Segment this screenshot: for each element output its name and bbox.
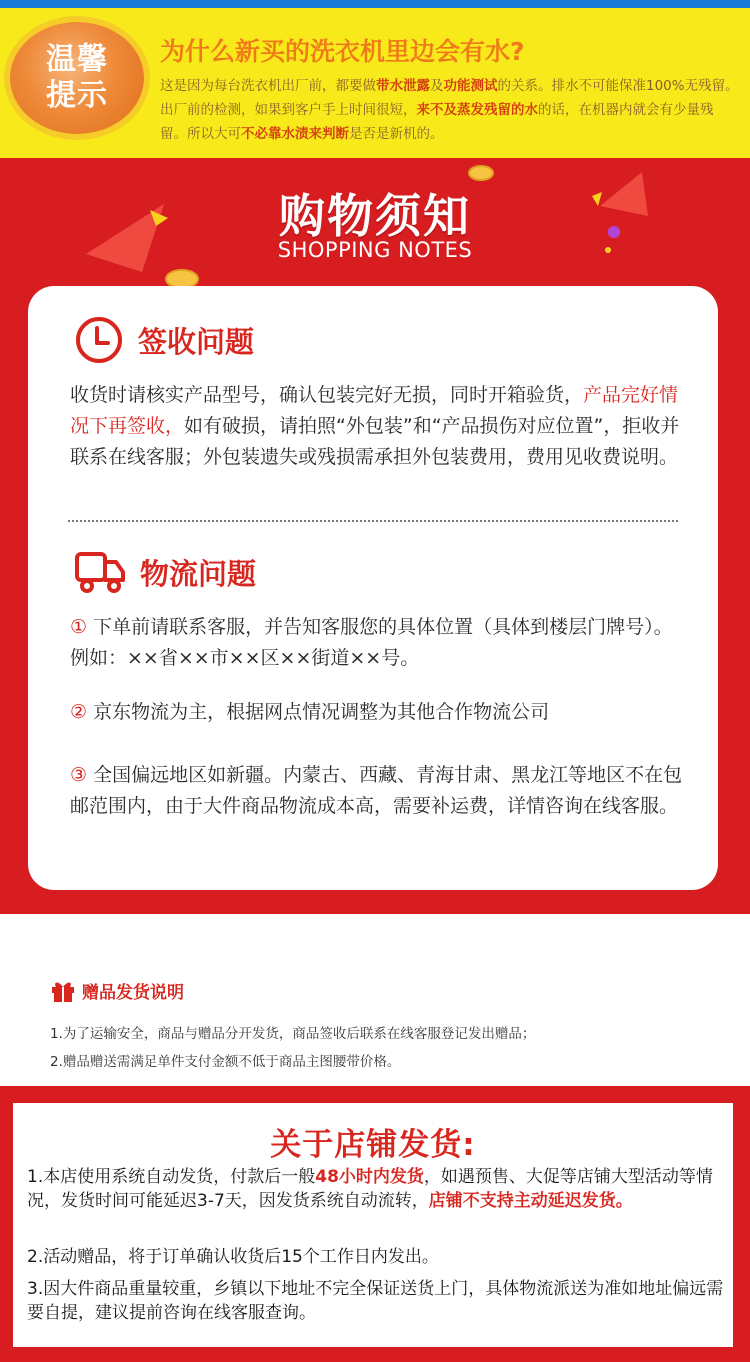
warm-tip-banner [0,8,750,158]
logistics-item-3: ③ 全国偏远地区如新疆。内蒙古、西藏、青海甘肃、黑龙江等地区不在包邮范围内，由于大件商品物流成本高，需要补运费，详情咨询在线客服。 [70,764,683,817]
tip-title: 为什么新买的洗衣机里边会有水? [160,37,525,66]
logistics-item-1: ① 下单前请联系客服，并告知客服您的具体位置（具体到楼层门牌号）。例如：××省××市××区××街道××号。 [70,616,673,669]
gift-line-2: 2.赠品赠送需满足单件支付金额不低于商品主图腰带价格。 [50,1054,401,1070]
badge-line-2: 提示 [46,78,108,113]
store-shipping-panel [13,1103,733,1347]
clock-icon [74,316,124,364]
shipping-rule-2: 2.活动赠品，将于订单确认收货后15个工作日内发出。 [27,1247,439,1267]
shipping-rule-1: 1.本店使用系统自动发货，付款后一般48小时内发货，如遇预售、大促等店铺大型活动等情况，发货时间可能延迟3-7天，因发货系统自动流转，店铺不支持主动延迟发货。 [27,1167,713,1211]
receipt-heading-text: 签收问题 [138,324,255,359]
warm-tip-badge [10,22,144,134]
truck-icon [74,550,126,594]
receipt-heading [74,316,254,364]
badge-line-1: 温馨 [46,42,108,77]
receipt-paragraph: 收货时请核实产品型号，确认包装完好无损，同时开箱验货，产品完好情况下再签收，如有破损，请拍照“外包装”和“产品损伤对应位置”，拒收并联系在线客服；外包装遗失或残损需承担外包装费用，费用见收费说明。 [70,384,680,468]
gift-line-1: 1.为了运输安全，商品与赠品分开发货，商品签收后联系在线客服登记发出赠品； [50,1026,536,1042]
gift-heading [50,978,184,1003]
store-shipping-section [0,1086,750,1362]
shopping-notes-title: 购物须知 [279,189,471,243]
store-shipping-title: 关于店铺发货: [270,1127,476,1163]
notes-card [28,286,718,890]
logistics-heading [74,548,256,596]
tip-body: 这是因为每台洗衣机出厂前，都要做带水泄露及功能测试的关系。排水不可能保准100%无残留。出厂前的检测，如果到客户手上时间很短，来不及蒸发残留的水的话，在机器内就会有少量残留。所以大可不必靠水渍来判断是否是新机的。 [160,78,739,142]
gift-icon [50,979,76,1003]
top-blue-strip [0,0,750,8]
gift-heading-text: 赠品发货说明 [82,983,184,1003]
section-divider [68,520,678,522]
shipping-rule-3: 3.因大件商品重量较重，乡镇以下地址不完全保证送货上门，具体物流派送为准如地址偏远需要自提，建议提前咨询在线客服查询。 [27,1279,724,1323]
logistics-item-2: ② 京东物流为主，根据网点情况调整为其他合作物流公司 [70,701,550,723]
shopping-notes-subtitle: SHOPPING NOTES [277,238,473,262]
shopping-notes-section [0,158,750,914]
logistics-heading-text: 物流问题 [140,556,257,591]
